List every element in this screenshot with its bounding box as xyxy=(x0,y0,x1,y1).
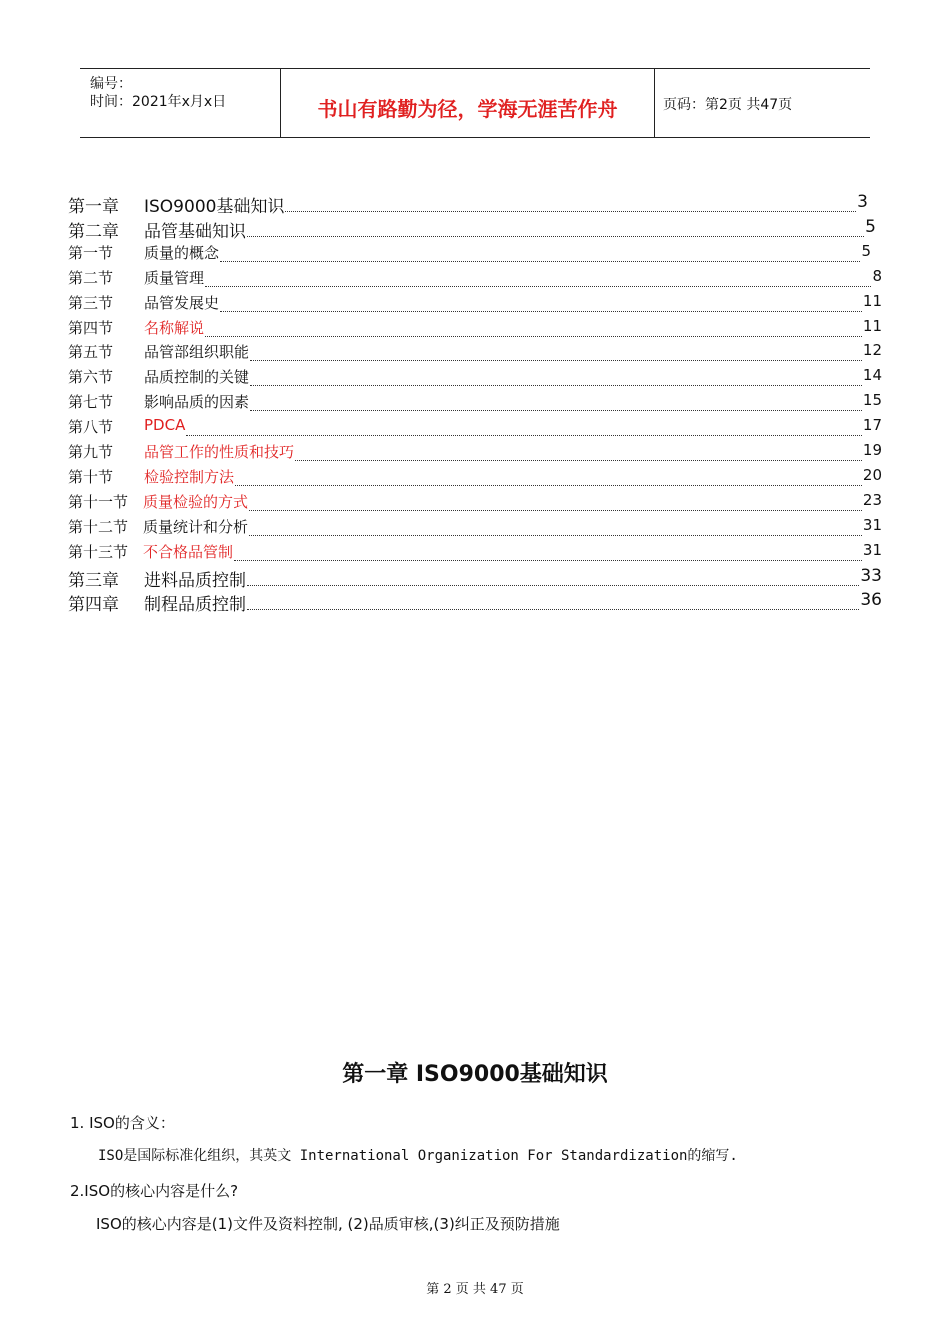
toc-page-number: 15 xyxy=(862,391,882,410)
toc-leader-dots xyxy=(247,609,859,610)
toc-row[interactable] xyxy=(68,441,882,465)
question-2: 2.ISO的核心内容是什么? xyxy=(70,1182,239,1200)
toc-page-number: 31 xyxy=(862,515,882,534)
toc-title: 质量管理 xyxy=(144,268,205,287)
toc-row[interactable] xyxy=(68,242,882,266)
toc-label: 第一章 xyxy=(68,197,119,217)
toc-label: 第四章 xyxy=(68,595,119,616)
toc-leader-dots xyxy=(247,236,864,237)
answer-2: ISO的核心内容是(1)文件及资料控制, (2)品质审核,(3)纠正及预防措施 xyxy=(96,1215,560,1233)
toc-leader-dots xyxy=(234,560,862,561)
toc-label: 第七节 xyxy=(68,393,114,412)
toc-title: 品管部组织职能 xyxy=(144,343,250,362)
toc-title: 质量统计和分析 xyxy=(143,517,249,536)
toc-title: 品管基础知识 xyxy=(144,217,247,242)
toc-label: 第一节 xyxy=(68,243,114,262)
toc-title: 品管工作的性质和技巧 xyxy=(144,443,295,461)
toc-leader-dots xyxy=(249,535,862,536)
toc-title: 不合格品管制 xyxy=(143,542,234,561)
toc-leader-dots xyxy=(249,510,862,511)
toc-page-number: 8 xyxy=(872,266,882,285)
toc-row[interactable] xyxy=(68,292,882,316)
toc-title: 品质控制的关键 xyxy=(144,368,250,387)
toc-label: 第十节 xyxy=(68,467,114,486)
toc-label: 第三节 xyxy=(68,293,114,312)
toc-row[interactable] xyxy=(68,466,882,490)
toc-row[interactable] xyxy=(68,516,882,540)
header-page-number: 页码：第2页 共47页 xyxy=(663,97,793,113)
toc-row[interactable] xyxy=(68,366,882,390)
toc-label: 第六节 xyxy=(68,368,114,387)
header-info-cell xyxy=(80,69,281,137)
toc-label: 第十二节 xyxy=(68,517,129,536)
toc-page-number: 33 xyxy=(860,565,882,586)
page-header xyxy=(80,68,870,138)
toc-page-number: 11 xyxy=(862,291,882,310)
toc-page-number: 23 xyxy=(862,490,882,509)
toc-row[interactable] xyxy=(68,491,882,515)
toc-title: 质量检验的方式 xyxy=(143,492,249,511)
toc-title: 进料品质控制 xyxy=(144,566,247,591)
toc-title: 检验控制方法 xyxy=(144,467,235,486)
header-motto-cell xyxy=(281,69,655,137)
toc-page-number: 36 xyxy=(860,590,882,611)
toc-page-number: 5 xyxy=(865,216,876,237)
toc-label: 第十三节 xyxy=(68,542,129,561)
toc-title: 名称解说 xyxy=(144,318,205,337)
header-motto: 书山有路勤为径，学海无涯苦作舟 xyxy=(317,97,618,121)
toc-row[interactable] xyxy=(68,391,882,415)
toc-label: 第八节 xyxy=(68,418,114,437)
question-1: 1. ISO的含义： xyxy=(70,1114,175,1132)
toc-label: 第二章 xyxy=(68,221,119,242)
toc-leader-dots xyxy=(247,585,859,586)
toc-leader-dots xyxy=(205,336,862,337)
document-number: 编号： xyxy=(90,76,132,92)
toc-row[interactable] xyxy=(68,217,882,241)
toc-label: 第十一节 xyxy=(68,492,129,511)
toc-page-number: 20 xyxy=(862,465,882,484)
toc-leader-dots xyxy=(220,261,860,262)
toc-label: 第五节 xyxy=(68,343,114,362)
toc-label: 第二节 xyxy=(68,268,114,287)
toc-leader-dots xyxy=(285,211,856,212)
toc-leader-dots xyxy=(235,485,862,486)
toc-leader-dots xyxy=(250,360,862,361)
toc-leader-dots xyxy=(220,311,862,312)
page-footer: 第 2 页 共 47 页 xyxy=(426,1282,524,1297)
document-date: 时间：2021年x月x日 xyxy=(90,94,227,110)
toc-page-number: 12 xyxy=(862,341,882,360)
toc-page-number: 19 xyxy=(862,441,882,459)
toc-row[interactable] xyxy=(68,267,882,291)
toc-row[interactable] xyxy=(68,317,882,341)
toc-leader-dots xyxy=(250,385,862,386)
toc-label: 第四节 xyxy=(68,318,114,337)
toc-row[interactable] xyxy=(68,566,882,590)
toc-page-number: 14 xyxy=(862,366,882,385)
header-page-cell xyxy=(655,69,870,137)
toc-row[interactable] xyxy=(68,192,882,216)
toc-label: 第九节 xyxy=(68,443,114,461)
chapter-title: 第一章 ISO9000基础知识 xyxy=(342,1062,608,1087)
toc-title: ISO9000基础知识 xyxy=(144,192,285,217)
toc-page-number: 3 xyxy=(857,192,868,212)
toc-row[interactable] xyxy=(68,541,882,565)
toc-label: 第三章 xyxy=(68,570,119,591)
toc-row[interactable] xyxy=(68,341,882,365)
answer-1: ISO是国际标准化组织，其英文 International Organization For Standardization的缩写. xyxy=(98,1148,738,1164)
toc-page-number: 11 xyxy=(862,316,882,335)
toc-page-number: 31 xyxy=(862,540,882,559)
toc-title: 制程品质控制 xyxy=(144,590,247,615)
toc-leader-dots xyxy=(186,435,862,436)
toc-title: PDCA xyxy=(144,416,186,435)
toc-leader-dots xyxy=(205,286,871,287)
toc-row[interactable] xyxy=(68,590,882,614)
toc-leader-dots xyxy=(295,460,862,461)
toc-title: 品管发展史 xyxy=(144,293,220,312)
toc-page-number: 5 xyxy=(861,241,871,260)
toc-leader-dots xyxy=(250,410,862,411)
toc-page-number: 17 xyxy=(862,416,882,435)
toc-row[interactable] xyxy=(68,416,882,440)
toc-title: 质量的概念 xyxy=(144,243,220,262)
toc-title: 影响品质的因素 xyxy=(144,393,250,412)
